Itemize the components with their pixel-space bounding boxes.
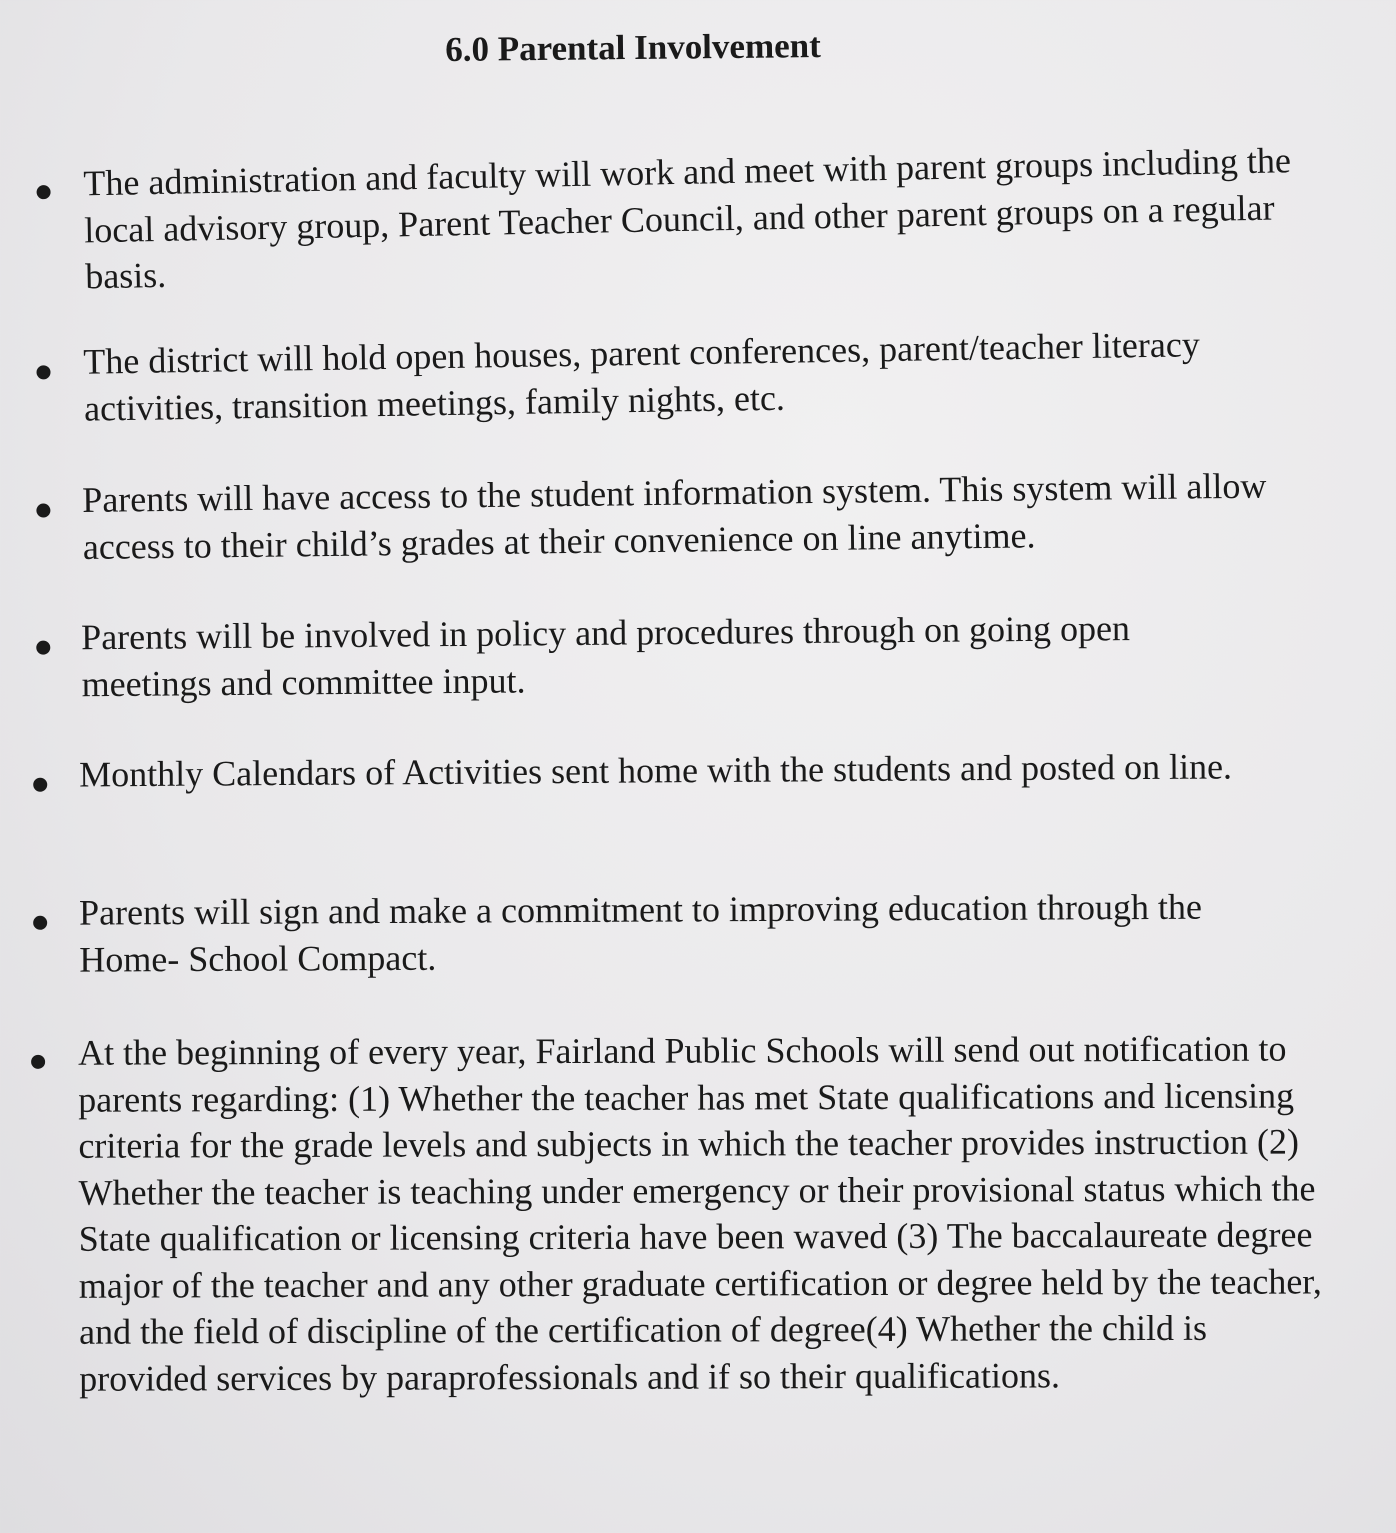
list-item (0, 1025, 1396, 1399)
bullet-text: Parents will have access to the student information system. This system will allow access to their child’s grades at their convenience on line anytime. (82, 465, 1267, 567)
list-item (0, 318, 1396, 429)
bullet-text: Monthly Calendars of Activities sent home with the students and posted on line. (79, 746, 1233, 795)
list-item (0, 883, 1396, 980)
bullet-icon (33, 778, 47, 792)
bullet-text: Parents will sign and make a commitment to improving education through the Home- School Compact. (79, 886, 1203, 980)
section-title: 6.0 Parental Involvement (445, 26, 821, 69)
bullet-icon (36, 365, 50, 379)
list-item (0, 461, 1396, 567)
list-item (0, 742, 1396, 795)
bullet-text: At the beginning of every year, Fairland Public Schools will send out notification to parents regarding: (1) Whether the teacher has met State qualifications and licensing criteria for the grade levels and subjects in which the teacher provides instruction (2) Whether the teacher is teaching under emergency or their provisional status which the State qualification or licensing criteria have been waved (3) The baccalaureate degree major of the teacher and any other graduate certification or degree held by the teacher, and the field of discipline of the certification of degree(4) Whether the child is provided services by paraprofessionals and if so their qualifications. (78, 1028, 1322, 1399)
bullet-icon (31, 1055, 45, 1069)
bullet-icon (36, 503, 50, 517)
bullet-text: Parents will be involved in policy and procedures through on going open meetings and committee input. (81, 608, 1131, 704)
bullet-text: The district will hold open houses, parent conferences, parent/teacher literacy activities, transition meetings, family nights, etc. (83, 324, 1201, 429)
list-item (0, 603, 1396, 704)
bullet-icon (36, 641, 50, 655)
bullet-icon (33, 916, 47, 930)
list-item (0, 135, 1396, 297)
bullet-text: The administration and faculty will work and meet with parent groups including the local advisory group, Parent Teacher Council, and other parent groups on a regular basis. (83, 140, 1292, 297)
bullet-icon (36, 185, 50, 199)
